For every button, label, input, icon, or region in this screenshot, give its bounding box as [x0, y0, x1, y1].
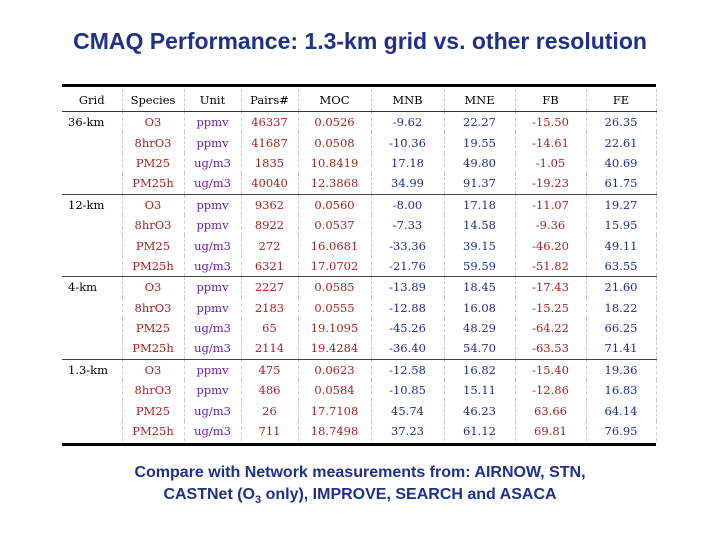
cell-unit: ppmv: [184, 194, 241, 215]
header-unit: Unit: [184, 89, 241, 112]
cell-moc: 19.1095: [298, 318, 371, 338]
cell-pairs: 2114: [241, 338, 298, 359]
cell-fe: 22.61: [586, 132, 656, 152]
cell-unit: ug/m3: [184, 318, 241, 338]
cell-fb: -12.86: [515, 380, 586, 400]
cell-pairs: 8922: [241, 215, 298, 235]
cell-fe: 61.75: [586, 173, 656, 194]
cell-moc: 0.0526: [298, 112, 371, 133]
cell-mnb: -12.88: [371, 298, 444, 318]
cell-unit: ug/m3: [184, 235, 241, 255]
cell-fb: -9.36: [515, 215, 586, 235]
caption: [0, 462, 720, 511]
cell-mnb: -13.89: [371, 277, 444, 298]
cell-species: O3: [122, 277, 184, 298]
table-row: [62, 359, 656, 380]
cell-moc: 0.0585: [298, 277, 371, 298]
cell-fb: -15.50: [515, 112, 586, 133]
header-fe: FE: [586, 89, 656, 112]
cell-fb: -17.43: [515, 277, 586, 298]
table-row: [62, 400, 656, 420]
cell-moc: 12.3868: [298, 173, 371, 194]
cell-grid: 36-km: [62, 112, 122, 195]
cell-mne: 16.82: [444, 359, 515, 380]
table-row: [62, 194, 656, 215]
caption-line-1: Compare with Network measurements from: AIRNOW, STN,: [134, 464, 586, 481]
cell-mnb: -8.00: [371, 194, 444, 215]
caption-subscript: 3: [255, 494, 262, 507]
cell-moc: 17.0702: [298, 256, 371, 277]
table-row: [62, 318, 656, 338]
cell-fb: -11.07: [515, 194, 586, 215]
cell-unit: ppmv: [184, 277, 241, 298]
cell-mnb: -36.40: [371, 338, 444, 359]
cell-mne: 48.29: [444, 318, 515, 338]
cell-mnb: -21.76: [371, 256, 444, 277]
cell-mnb: -33.36: [371, 235, 444, 255]
cell-pairs: 6321: [241, 256, 298, 277]
cell-mne: 16.08: [444, 298, 515, 318]
cell-pairs: 486: [241, 380, 298, 400]
cell-fe: 19.27: [586, 194, 656, 215]
cell-moc: 0.0555: [298, 298, 371, 318]
cell-unit: ppmv: [184, 298, 241, 318]
cell-mne: 54.70: [444, 338, 515, 359]
table-row: [62, 235, 656, 255]
cell-pairs: 2227: [241, 277, 298, 298]
page-title: CMAQ Performance: 1.3-km grid vs. other resolution: [73, 28, 647, 54]
cell-unit: ppmv: [184, 132, 241, 152]
cell-moc: 19.4284: [298, 338, 371, 359]
header-moc: MOC: [298, 89, 371, 112]
cell-species: O3: [122, 194, 184, 215]
cell-mne: 22.27: [444, 112, 515, 133]
cell-unit: ug/m3: [184, 421, 241, 441]
cell-unit: ug/m3: [184, 338, 241, 359]
header-mne: MNE: [444, 89, 515, 112]
cell-species: PM25h: [122, 421, 184, 441]
cell-species: PM25h: [122, 338, 184, 359]
cell-species: PM25h: [122, 173, 184, 194]
header-mnb: MNB: [371, 89, 444, 112]
table-row: [62, 173, 656, 194]
cell-fe: 40.69: [586, 153, 656, 173]
cell-fe: 21.60: [586, 277, 656, 298]
cell-fe: 18.22: [586, 298, 656, 318]
cell-fe: 71.41: [586, 338, 656, 359]
cell-mne: 17.18: [444, 194, 515, 215]
cell-mne: 46.23: [444, 400, 515, 420]
cell-moc: 0.0537: [298, 215, 371, 235]
cell-species: 8hrO3: [122, 215, 184, 235]
header-pairs: Pairs#: [241, 89, 298, 112]
cell-species: PM25: [122, 400, 184, 420]
cell-mne: 14.58: [444, 215, 515, 235]
table-row: [62, 421, 656, 441]
header-grid: Grid: [62, 89, 122, 112]
cell-moc: 10.8419: [298, 153, 371, 173]
cell-species: PM25: [122, 318, 184, 338]
cell-mne: 49.80: [444, 153, 515, 173]
cell-fe: 15.95: [586, 215, 656, 235]
cell-fe: 19.36: [586, 359, 656, 380]
cell-mnb: -10.36: [371, 132, 444, 152]
cell-unit: ppmv: [184, 215, 241, 235]
cell-mne: 18.45: [444, 277, 515, 298]
table-row: [62, 112, 656, 133]
cell-unit: ug/m3: [184, 400, 241, 420]
cell-mne: 39.15: [444, 235, 515, 255]
cell-moc: 18.7498: [298, 421, 371, 441]
cell-unit: ppmv: [184, 359, 241, 380]
table-row: [62, 153, 656, 173]
cell-unit: ppmv: [184, 112, 241, 133]
table-bottom-rule: [62, 443, 656, 446]
cell-pairs: 65: [241, 318, 298, 338]
cell-pairs: 41687: [241, 132, 298, 152]
cell-mnb: -12.58: [371, 359, 444, 380]
cell-pairs: 40040: [241, 173, 298, 194]
table-row: [62, 338, 656, 359]
cell-pairs: 711: [241, 421, 298, 441]
performance-table-container: [62, 84, 656, 446]
cell-moc: 0.0560: [298, 194, 371, 215]
cell-pairs: 9362: [241, 194, 298, 215]
cell-species: PM25: [122, 153, 184, 173]
cell-unit: ppmv: [184, 380, 241, 400]
cell-mnb: 34.99: [371, 173, 444, 194]
cell-moc: 17.7108: [298, 400, 371, 420]
cell-grid: 1.3-km: [62, 359, 122, 441]
cell-fe: 64.14: [586, 400, 656, 420]
cell-unit: ug/m3: [184, 153, 241, 173]
cell-fb: -19.23: [515, 173, 586, 194]
cell-fe: 49.11: [586, 235, 656, 255]
cell-fe: 26.35: [586, 112, 656, 133]
cell-mnb: -7.33: [371, 215, 444, 235]
cell-mne: 59.59: [444, 256, 515, 277]
table-top-rule: [62, 84, 656, 87]
cell-species: 8hrO3: [122, 132, 184, 152]
cell-fb: -63.53: [515, 338, 586, 359]
table-row: [62, 256, 656, 277]
cell-unit: ug/m3: [184, 256, 241, 277]
table-row: [62, 298, 656, 318]
table-row: [62, 380, 656, 400]
cell-moc: 0.0584: [298, 380, 371, 400]
performance-table: [62, 89, 657, 441]
cell-species: O3: [122, 112, 184, 133]
cell-fb: -64.22: [515, 318, 586, 338]
cell-grid: 12-km: [62, 194, 122, 277]
cell-moc: 16.0681: [298, 235, 371, 255]
cell-fb: 69.81: [515, 421, 586, 441]
cell-grid: 4-km: [62, 277, 122, 360]
cell-mnb: -9.62: [371, 112, 444, 133]
table-body: [62, 112, 656, 442]
cell-species: PM25: [122, 235, 184, 255]
cell-mne: 61.12: [444, 421, 515, 441]
cell-fe: 76.95: [586, 421, 656, 441]
caption-line-2-end: only), IMPROVE, SEARCH and ASACA: [261, 486, 557, 503]
cell-moc: 0.0623: [298, 359, 371, 380]
cell-moc: 0.0508: [298, 132, 371, 152]
cell-fb: 63.66: [515, 400, 586, 420]
cell-unit: ug/m3: [184, 173, 241, 194]
cell-fb: -1.05: [515, 153, 586, 173]
cell-fe: 66.25: [586, 318, 656, 338]
header-species: Species: [122, 89, 184, 112]
table-header-row: [62, 89, 656, 112]
cell-mnb: -10.85: [371, 380, 444, 400]
cell-fe: 63.55: [586, 256, 656, 277]
cell-mnb: 45.74: [371, 400, 444, 420]
cell-mne: 19.55: [444, 132, 515, 152]
table-row: [62, 132, 656, 152]
cell-species: 8hrO3: [122, 380, 184, 400]
caption-line-2: [0, 484, 720, 511]
cell-mnb: -45.26: [371, 318, 444, 338]
cell-fb: -15.25: [515, 298, 586, 318]
cell-pairs: 46337: [241, 112, 298, 133]
cell-pairs: 26: [241, 400, 298, 420]
cell-mnb: 17.18: [371, 153, 444, 173]
cell-fb: -15.40: [515, 359, 586, 380]
cell-fb: -51.82: [515, 256, 586, 277]
cell-fb: -46.20: [515, 235, 586, 255]
cell-pairs: 2183: [241, 298, 298, 318]
cell-fe: 16.83: [586, 380, 656, 400]
cell-mne: 91.37: [444, 173, 515, 194]
cell-pairs: 272: [241, 235, 298, 255]
cell-fb: -14.61: [515, 132, 586, 152]
cell-species: PM25h: [122, 256, 184, 277]
header-fb: FB: [515, 89, 586, 112]
cell-species: 8hrO3: [122, 298, 184, 318]
cell-mnb: 37.23: [371, 421, 444, 441]
table-row: [62, 277, 656, 298]
cell-pairs: 475: [241, 359, 298, 380]
cell-mne: 15.11: [444, 380, 515, 400]
table-row: [62, 215, 656, 235]
cell-species: O3: [122, 359, 184, 380]
caption-line-2-start: CASTNet (O: [163, 486, 255, 503]
cell-pairs: 1835: [241, 153, 298, 173]
